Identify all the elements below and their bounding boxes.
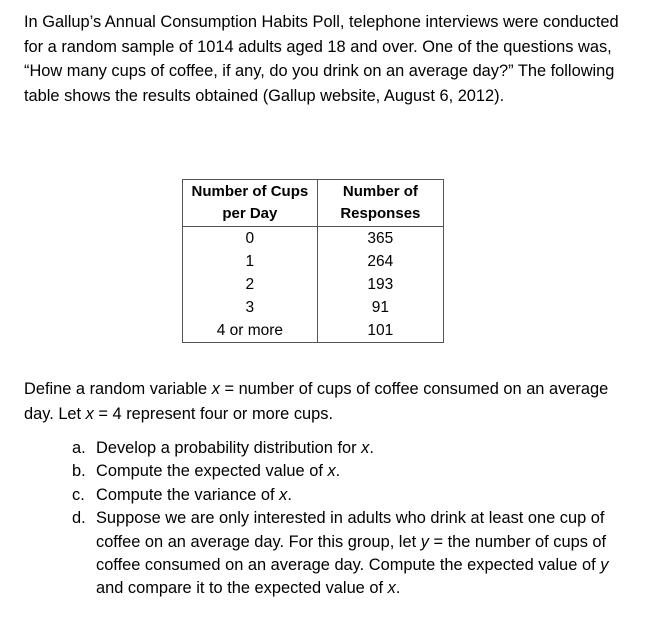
variable-x: x bbox=[85, 404, 94, 423]
table-row bbox=[183, 319, 444, 343]
cell-responses: 101 bbox=[317, 319, 443, 343]
question-text: and compare it to the expected value of bbox=[96, 579, 388, 598]
define-text-3: = 4 represent four or more cups. bbox=[93, 404, 334, 423]
question-text: . bbox=[287, 485, 292, 504]
table-row bbox=[183, 273, 444, 296]
header-number-of-responses: Number of Responses bbox=[317, 180, 443, 227]
question-text: Compute the variance of bbox=[96, 485, 280, 504]
table-header-row bbox=[183, 180, 444, 227]
cell-responses: 193 bbox=[317, 273, 443, 296]
question-b bbox=[72, 460, 622, 483]
question-text: = the number of cups of coffee consumed on an average day. Compute the expected value of bbox=[96, 532, 607, 575]
table-row bbox=[183, 296, 444, 319]
question-letter: a. bbox=[72, 439, 86, 457]
question-text: . bbox=[335, 462, 341, 481]
question-c bbox=[72, 484, 622, 507]
question-text: Develop a probability distribution for bbox=[96, 439, 362, 457]
question-letter: d. bbox=[72, 509, 86, 528]
question-text: . bbox=[395, 579, 401, 598]
question-d bbox=[72, 507, 622, 601]
define-text-1: Define a random variable bbox=[24, 380, 212, 398]
question-text: Compute the expected value of bbox=[96, 462, 328, 481]
variable-x: x bbox=[361, 439, 370, 457]
variable-x: x bbox=[387, 579, 396, 598]
define-variable-paragraph bbox=[24, 377, 624, 426]
intro-paragraph: In Gallup’s Annual Consumption Habits Poll, telephone interviews were conducted for a random sample of 1014 adults aged 18 and over. One of the questions was, “How many cups of coffee, if any, do you drink on an average day?” The following table shows the results obtained (Gallup website, August 6, 2012). bbox=[24, 13, 619, 105]
question-letter: c. bbox=[72, 485, 85, 504]
cell-cups: 4 or more bbox=[183, 319, 318, 343]
question-text: . bbox=[369, 439, 374, 457]
question-text: Suppose we are only interested in adults who drink at least one cup of coffee on an average day. For this group, let bbox=[96, 509, 605, 551]
header-cups-per-day: Number of Cups per Day bbox=[183, 180, 318, 227]
variable-x: x bbox=[211, 380, 220, 398]
table-row bbox=[183, 227, 444, 251]
table-row bbox=[183, 250, 444, 273]
variable-x: x bbox=[279, 485, 288, 504]
cell-cups: 0 bbox=[183, 227, 318, 251]
cell-cups: 2 bbox=[183, 273, 318, 296]
define-text-2: = number of cups of coffee consumed on an average day. Let bbox=[24, 380, 609, 423]
variable-y: y bbox=[600, 556, 609, 575]
question-letter: b. bbox=[72, 462, 86, 481]
coffee-responses-table bbox=[182, 179, 444, 343]
cell-responses: 264 bbox=[317, 250, 443, 273]
variable-x: x bbox=[327, 462, 336, 481]
cell-cups: 3 bbox=[183, 296, 318, 319]
cell-responses: 91 bbox=[317, 296, 443, 319]
question-list bbox=[72, 437, 622, 601]
question-a bbox=[72, 437, 622, 460]
variable-y: y bbox=[420, 532, 429, 551]
cell-responses: 365 bbox=[317, 227, 443, 251]
cell-cups: 1 bbox=[183, 250, 318, 273]
